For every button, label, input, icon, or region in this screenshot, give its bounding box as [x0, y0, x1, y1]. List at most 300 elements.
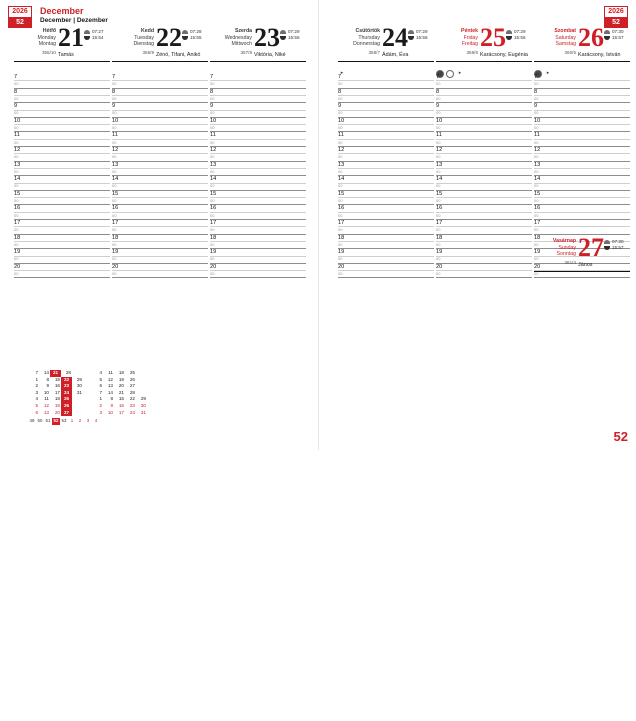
- mini-calendar-table[interactable]: [28, 370, 147, 416]
- hour-row[interactable]: [338, 74, 434, 89]
- hour-row[interactable]: [436, 220, 532, 235]
- mini-calendar-day[interactable]: [72, 396, 83, 403]
- hour-row[interactable]: [534, 162, 630, 177]
- mini-calendar-day[interactable]: 31: [140, 409, 146, 415]
- half-hour-label: 00: [338, 212, 343, 218]
- half-hour-label: 00: [534, 198, 539, 204]
- hour-row[interactable]: [436, 74, 532, 89]
- mini-calendar-week[interactable]: 49: [29, 418, 35, 424]
- year-label: 2026: [8, 6, 32, 18]
- half-hour-label: 00: [14, 81, 19, 87]
- year-label-right: 2026: [604, 6, 628, 18]
- half-hour-label: 00: [112, 271, 117, 277]
- hour-row[interactable]: [112, 132, 208, 147]
- hour-label: 18: [112, 234, 119, 241]
- hour-row[interactable]: [210, 74, 306, 89]
- day-name-hu: Kedd: [141, 28, 154, 34]
- hour-row[interactable]: [338, 103, 434, 118]
- mini-calendar-day[interactable]: [136, 370, 147, 377]
- day-name-hu: Hétfő: [42, 28, 56, 34]
- hour-row[interactable]: [534, 118, 630, 133]
- hour-label: 15: [210, 190, 217, 197]
- half-hour-label: 00: [534, 95, 539, 101]
- mini-calendar-day[interactable]: 7: [99, 389, 102, 395]
- mini-calendar-day[interactable]: 17: [118, 409, 124, 415]
- mini-calendar-day[interactable]: 11: [108, 370, 113, 375]
- mini-calendar-day[interactable]: 9: [110, 402, 113, 408]
- mini-calendar-day[interactable]: 16: [118, 402, 124, 408]
- sunrise-icon: [604, 240, 610, 244]
- hour-row[interactable]: [436, 205, 532, 220]
- hour-label: 16: [14, 205, 21, 212]
- mini-calendar-day[interactable]: 14: [43, 370, 49, 375]
- mini-calendar-day[interactable]: 26: [129, 376, 135, 382]
- hour-row[interactable]: [338, 89, 434, 104]
- day-name-en: Saturday: [555, 34, 576, 41]
- hour-rule-dark: [112, 277, 208, 278]
- hour-label: 17: [14, 219, 21, 226]
- hour-row[interactable]: [112, 235, 208, 250]
- month-primary: December: [40, 6, 84, 16]
- hour-label: 15: [436, 190, 443, 197]
- half-hour-label: 00: [436, 198, 441, 204]
- name-day: Tamás: [58, 52, 74, 58]
- mini-calendar-day[interactable]: [72, 403, 83, 410]
- mini-calendar-day[interactable]: 22: [129, 396, 135, 402]
- hour-row[interactable]: [534, 103, 630, 118]
- hour-label: 11: [534, 132, 540, 139]
- hour-row[interactable]: [338, 147, 434, 162]
- mini-calendar-week[interactable]: 2: [78, 418, 82, 424]
- hour-label: 9: [210, 103, 214, 110]
- hour-row[interactable]: [436, 264, 532, 279]
- hour-row[interactable]: [436, 147, 532, 162]
- mini-calendar-day[interactable]: 20: [54, 409, 60, 415]
- name-day-sunday: János: [578, 262, 593, 268]
- mini-calendar-day[interactable]: 1: [99, 396, 102, 402]
- half-hour-label: 00: [14, 256, 19, 262]
- hour-label: 13: [14, 161, 21, 168]
- hour-row[interactable]: [112, 176, 208, 191]
- hour-row[interactable]: [436, 235, 532, 250]
- half-hour-label: 00: [338, 154, 343, 160]
- half-hour-label: 00: [210, 241, 215, 247]
- hour-label: 7: [534, 74, 538, 80]
- hour-row[interactable]: [210, 89, 306, 104]
- sunrise-icon: [84, 30, 90, 34]
- moon-arrow-icon: ▸: [340, 70, 344, 77]
- hour-label: 13: [210, 161, 217, 168]
- mini-calendar-day[interactable]: 10: [107, 409, 113, 415]
- mini-calendar-day[interactable]: 6: [99, 383, 102, 389]
- day-number-sunday: 27: [578, 233, 604, 262]
- hour-label: 10: [14, 117, 21, 124]
- mini-calendar-day[interactable]: 19: [118, 376, 124, 382]
- hour-row[interactable]: [210, 191, 306, 206]
- hour-label: 11: [112, 132, 118, 139]
- hour-row[interactable]: [436, 89, 532, 104]
- mini-calendar-day[interactable]: 15: [118, 396, 124, 402]
- hour-row[interactable]: [436, 162, 532, 177]
- half-hour-label: 00: [112, 212, 117, 218]
- mini-calendar-row: [28, 390, 147, 397]
- half-hour-label: 00: [534, 125, 539, 131]
- mini-calendar-day[interactable]: [72, 370, 83, 377]
- half-hour-label: 00: [210, 212, 215, 218]
- hour-row[interactable]: [436, 103, 532, 118]
- hour-label: 17: [112, 219, 119, 226]
- hour-row[interactable]: [436, 191, 532, 206]
- hour-row[interactable]: [112, 249, 208, 264]
- hour-label: 12: [534, 146, 541, 153]
- mini-calendar-day[interactable]: 29: [140, 396, 146, 402]
- sunset-icon: [506, 36, 512, 40]
- half-hour-label: 00: [210, 125, 215, 131]
- mini-calendar-day[interactable]: [136, 383, 147, 390]
- hour-row[interactable]: [14, 103, 110, 118]
- hour-row[interactable]: [210, 132, 306, 147]
- mini-calendar-day[interactable]: 27: [61, 410, 72, 417]
- mini-calendar-day[interactable]: 4: [35, 396, 38, 402]
- page-number: 52: [613, 429, 628, 444]
- hour-row[interactable]: [210, 118, 306, 133]
- mini-calendar-day[interactable]: 24: [129, 409, 135, 415]
- hour-label: 14: [14, 176, 21, 183]
- year-week-tab-right: [604, 6, 628, 28]
- hour-row[interactable]: [14, 162, 110, 177]
- hour-row[interactable]: [338, 176, 434, 191]
- mini-calendar-gap: [83, 383, 92, 390]
- half-hour-label: 00: [436, 95, 441, 101]
- half-hour-label: 00: [210, 198, 215, 204]
- mini-calendar-day[interactable]: 3: [35, 389, 38, 395]
- half-hour-label: 00: [436, 271, 441, 277]
- hour-label: 19: [436, 249, 443, 256]
- half-hour-label: 00: [112, 125, 117, 131]
- half-hour-label: 00: [112, 95, 117, 101]
- hour-label: 20: [338, 263, 345, 270]
- half-hour-label: 00: [112, 168, 117, 174]
- hour-row[interactable]: [210, 162, 306, 177]
- hour-row[interactable]: [338, 162, 434, 177]
- mini-calendar-row: [28, 377, 147, 384]
- hour-label: 16: [210, 205, 217, 212]
- mini-calendar-day[interactable]: 30: [140, 402, 146, 408]
- half-hour-label: 00: [338, 139, 343, 145]
- hour-label: 18: [436, 234, 443, 241]
- mini-calendar-day[interactable]: [136, 377, 147, 384]
- sunset-icon: [408, 36, 414, 40]
- hour-row[interactable]: [338, 235, 434, 250]
- hour-row[interactable]: [112, 264, 208, 279]
- left-page: [0, 0, 318, 450]
- hour-row[interactable]: [112, 74, 208, 89]
- mini-calendar-day[interactable]: 26: [61, 403, 72, 410]
- hour-row[interactable]: [112, 147, 208, 162]
- hour-grid: [338, 74, 434, 278]
- hour-label: 19: [534, 249, 541, 256]
- mini-calendar-day[interactable]: 2: [99, 402, 102, 408]
- day-names: [210, 28, 252, 48]
- half-hour-label: 00: [338, 95, 343, 101]
- mini-calendar-day[interactable]: 11: [44, 396, 49, 402]
- header-rule: [112, 61, 208, 62]
- day-column-monday: [14, 23, 110, 277]
- mini-calendar-day[interactable]: 21: [50, 370, 61, 377]
- hour-label: 8: [338, 88, 342, 95]
- mini-calendar-day[interactable]: 21: [118, 389, 124, 395]
- week-number-label-right: 52: [604, 18, 628, 28]
- day-number: 24: [382, 23, 408, 52]
- mini-calendar-day[interactable]: 13: [43, 409, 49, 415]
- sunrise-icon: [506, 30, 512, 34]
- mini-calendar-day[interactable]: 7: [35, 370, 38, 375]
- mini-calendar-day[interactable]: 28: [65, 370, 71, 375]
- half-hour-label: 00: [210, 183, 215, 189]
- half-hour-label: 00: [210, 227, 215, 233]
- mini-calendar-day[interactable]: 23: [61, 383, 72, 390]
- hour-row[interactable]: [210, 147, 306, 162]
- header-rule: [436, 61, 532, 62]
- hour-row[interactable]: [534, 176, 630, 191]
- half-hour-label: 00: [210, 271, 215, 277]
- sunset-icon: [604, 36, 610, 40]
- hour-row[interactable]: [14, 220, 110, 235]
- mini-calendar-week[interactable]: 4: [94, 418, 98, 424]
- hour-label: 10: [338, 117, 345, 124]
- mini-calendar-week[interactable]: 3: [86, 418, 90, 424]
- hour-row[interactable]: [210, 103, 306, 118]
- mini-calendar-day[interactable]: 18: [54, 396, 60, 402]
- day-of-year-sunday: 361/4: [564, 260, 576, 265]
- hour-label: 7: [210, 74, 214, 80]
- half-hour-label: 00: [534, 183, 539, 189]
- mini-calendar-day[interactable]: [136, 390, 147, 397]
- hour-label: 12: [210, 146, 217, 153]
- half-hour-label: 00: [112, 241, 117, 247]
- hour-row[interactable]: [436, 249, 532, 264]
- hour-row[interactable]: [14, 264, 110, 279]
- hour-row[interactable]: [14, 89, 110, 104]
- mini-calendar-day[interactable]: 6: [35, 409, 38, 415]
- hour-label: 7: [338, 74, 342, 80]
- half-hour-label: 00: [338, 271, 343, 277]
- hour-row[interactable]: [112, 89, 208, 104]
- hour-label: 20: [14, 263, 21, 270]
- mini-calendar-day[interactable]: 28: [129, 389, 135, 395]
- hour-rule-dark: [338, 277, 434, 278]
- sun-times: 07:30 15:57: [604, 29, 630, 41]
- mini-calendar-day[interactable]: 8: [110, 396, 113, 402]
- day-header: [338, 23, 434, 62]
- mini-calendar-week[interactable]: 51: [45, 418, 51, 424]
- mini-calendar-day[interactable]: 2: [35, 383, 38, 389]
- hour-label: 14: [210, 176, 217, 183]
- hour-label: 15: [338, 190, 345, 197]
- half-hour-label: 00: [112, 154, 117, 160]
- hour-label: 20: [436, 263, 443, 270]
- hour-row[interactable]: [210, 205, 306, 220]
- day-name-en: Friday: [463, 34, 478, 41]
- hour-row[interactable]: [112, 162, 208, 177]
- hour-row[interactable]: [534, 132, 630, 147]
- hour-row[interactable]: [14, 191, 110, 206]
- hour-row[interactable]: [14, 249, 110, 264]
- hour-row[interactable]: [14, 132, 110, 147]
- hour-label: 13: [338, 161, 345, 168]
- hour-row[interactable]: [534, 89, 630, 104]
- header-rule: [534, 61, 630, 62]
- mini-calendar-day[interactable]: 3: [99, 409, 102, 415]
- mini-calendar-day[interactable]: 5: [35, 402, 38, 408]
- half-hour-label: 00: [436, 168, 441, 174]
- mini-calendar-week[interactable]: 50: [37, 418, 43, 424]
- mini-calendar-day[interactable]: 14: [107, 389, 113, 395]
- day-of-year: 355/10: [41, 50, 56, 55]
- hour-row[interactable]: [534, 74, 630, 89]
- day-number: 25: [480, 23, 506, 52]
- hour-label: 19: [338, 249, 345, 256]
- hour-row[interactable]: [112, 103, 208, 118]
- sunset-icon: [604, 246, 610, 250]
- right-page: [318, 0, 636, 450]
- hour-row[interactable]: [14, 118, 110, 133]
- mini-calendar-day[interactable]: 18: [118, 370, 124, 375]
- mini-calendar-day[interactable]: 8: [46, 376, 49, 382]
- mini-calendar-day[interactable]: 13: [107, 383, 113, 389]
- hour-row[interactable]: [14, 176, 110, 191]
- mini-calendar-day[interactable]: 9: [46, 383, 49, 389]
- mini-calendar-day[interactable]: 29: [76, 376, 82, 382]
- half-hour-label: 00: [436, 212, 441, 218]
- half-hour-label: 00: [112, 110, 117, 116]
- hour-row[interactable]: [112, 205, 208, 220]
- hour-label: 16: [338, 205, 345, 212]
- day-names: [338, 28, 380, 48]
- half-hour-label: 00: [210, 95, 215, 101]
- day-name-hu: Szerda: [234, 28, 252, 34]
- hour-rule-dark: [436, 277, 532, 278]
- name-day: Karácsony, Eugénia: [480, 52, 528, 58]
- hour-row[interactable]: [338, 191, 434, 206]
- mini-calendar-row: [28, 403, 147, 410]
- half-hour-label: 00: [14, 241, 19, 247]
- hour-label: 18: [14, 234, 21, 241]
- month-secondary: December | Dezember: [40, 17, 108, 24]
- hour-row[interactable]: [210, 249, 306, 264]
- hour-label: 11: [210, 132, 216, 139]
- day-name-hu: Szombat: [554, 28, 576, 34]
- mini-calendar-day[interactable]: 24: [61, 390, 72, 397]
- hour-row[interactable]: [210, 176, 306, 191]
- mini-calendar-day[interactable]: 27: [129, 383, 135, 389]
- hour-label: 14: [534, 176, 541, 183]
- mini-calendar-week[interactable]: 53: [61, 418, 67, 424]
- mini-calendar-week[interactable]: 1: [70, 418, 74, 424]
- hour-row[interactable]: [112, 220, 208, 235]
- hour-row[interactable]: [14, 235, 110, 250]
- hour-row[interactable]: [534, 191, 630, 206]
- hour-row[interactable]: [210, 264, 306, 279]
- hour-row[interactable]: [338, 264, 434, 279]
- mini-calendar-day[interactable]: 30: [76, 383, 82, 389]
- sunrise-icon: [280, 30, 286, 34]
- half-hour-label: 00: [436, 125, 441, 131]
- mini-calendar-day[interactable]: 12: [43, 402, 49, 408]
- hour-row[interactable]: [436, 132, 532, 147]
- hour-rule-dark: [14, 277, 110, 278]
- hour-row[interactable]: [14, 74, 110, 89]
- mini-calendar-week[interactable]: 52: [53, 418, 59, 424]
- hour-row[interactable]: [338, 220, 434, 235]
- half-hour-label: 00: [210, 139, 215, 145]
- mini-calendar-day[interactable]: 15: [54, 376, 60, 382]
- mini-calendar-day[interactable]: 25: [61, 396, 72, 403]
- hour-row[interactable]: [534, 205, 630, 220]
- mini-calendar-day[interactable]: 19: [54, 402, 60, 408]
- hour-row[interactable]: [14, 205, 110, 220]
- mini-calendar-day[interactable]: [72, 410, 83, 417]
- mini-calendar-day[interactable]: 22: [61, 377, 72, 384]
- hour-row[interactable]: [436, 118, 532, 133]
- mini-calendar-day[interactable]: 23: [129, 402, 135, 408]
- half-hour-label: 00: [112, 198, 117, 204]
- mini-calendar-day[interactable]: 5: [99, 376, 102, 382]
- day-names: [112, 28, 154, 48]
- sun-times: 07:29 15:55: [280, 29, 306, 41]
- hour-grid: [112, 74, 208, 278]
- mini-calendar-day[interactable]: 20: [118, 383, 124, 389]
- mini-calendar-day[interactable]: 4: [99, 370, 102, 375]
- mini-calendar-day[interactable]: 1: [35, 376, 38, 382]
- hour-row[interactable]: [210, 220, 306, 235]
- moon-phase-row: [338, 65, 348, 77]
- mini-calendar-day[interactable]: 17: [54, 389, 60, 395]
- hour-row[interactable]: [14, 147, 110, 162]
- hour-label: 17: [210, 219, 217, 226]
- hour-label: 12: [112, 146, 119, 153]
- hour-label: 10: [210, 117, 217, 124]
- mini-calendar-day[interactable]: 31: [76, 389, 82, 395]
- hour-row[interactable]: [112, 191, 208, 206]
- hour-row[interactable]: [338, 249, 434, 264]
- hour-row[interactable]: [338, 205, 434, 220]
- hour-row[interactable]: [338, 132, 434, 147]
- hour-label: 9: [112, 103, 116, 110]
- hour-row[interactable]: [338, 118, 434, 133]
- moon-arrow-icon: ▸: [546, 70, 550, 77]
- half-hour-label: 00: [14, 212, 19, 218]
- mini-calendar-gap: [83, 410, 92, 417]
- hour-row[interactable]: [436, 176, 532, 191]
- half-hour-label: 00: [338, 227, 343, 233]
- half-hour-label: 00: [436, 183, 441, 189]
- sunrise-icon: [408, 30, 414, 34]
- sunset-icon: [84, 36, 90, 40]
- day-names: [436, 28, 478, 48]
- name-day: Ádám, Éva: [382, 52, 409, 58]
- mini-calendar-day[interactable]: 16: [54, 383, 60, 389]
- day-name-hu: Péntek: [460, 28, 478, 34]
- hour-row[interactable]: [112, 118, 208, 133]
- sunrise-icon: [182, 30, 188, 34]
- mini-calendar-week-numbers: [28, 418, 156, 425]
- hour-row[interactable]: [534, 147, 630, 162]
- hour-row[interactable]: [210, 235, 306, 250]
- mini-calendar-day[interactable]: 25: [129, 370, 135, 375]
- mini-calendar-day[interactable]: 12: [107, 376, 113, 382]
- mini-calendar-day[interactable]: 10: [43, 389, 49, 395]
